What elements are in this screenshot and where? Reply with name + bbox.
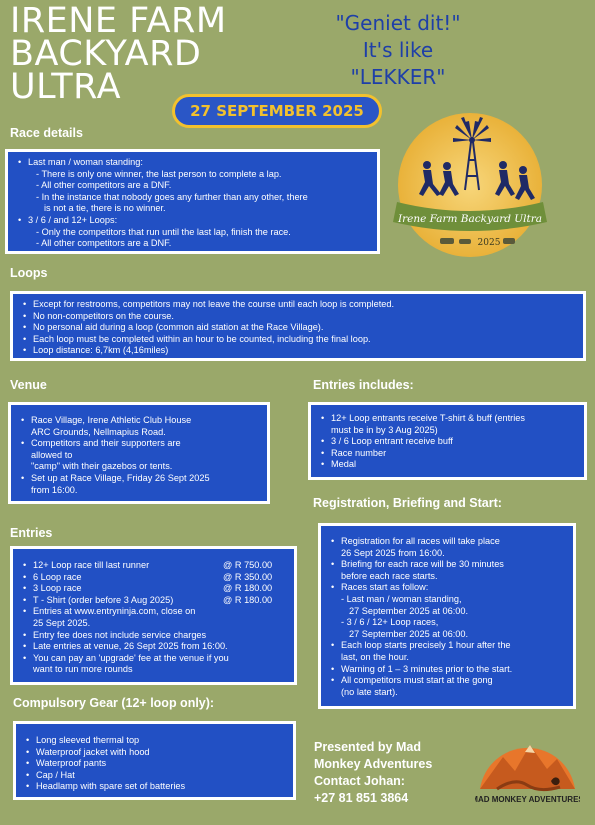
list-item: • No non-competitors on the course. <box>23 311 577 323</box>
presented-line: Presented by Mad <box>314 740 421 754</box>
price-row <box>23 583 288 595</box>
list-item: • No personal aid during a loop (common aid station at the Race Village). <box>23 322 577 334</box>
list-item: • Late entries at venue, 26 Sept 2025 from 16:00. <box>23 641 288 653</box>
list-item: • Warning of 1 – 3 minutes prior to the start. <box>331 664 567 676</box>
loops-heading: Loops <box>10 266 48 280</box>
list-item: before each race starts. <box>341 570 438 581</box>
price-value: @ R 180.00 <box>223 594 273 605</box>
loops-box <box>10 291 586 361</box>
list-item: • You can pay an 'upgrade' fee at the venue if you <box>23 653 288 665</box>
race-details-box <box>5 149 380 254</box>
list-item: last, on the hour. <box>341 651 409 662</box>
quote-line: "LEKKER" <box>350 65 446 89</box>
list-item: - All other competitors are a DNF. <box>36 180 172 191</box>
list-item: • Entries at www.entryninja.com, close on <box>23 606 288 618</box>
venue-box <box>8 402 270 504</box>
event-date-badge: 27 SEPTEMBER 2025 <box>172 94 382 128</box>
price-label: • T - Shirt (order before 3 Aug 2025) <box>33 594 174 605</box>
price-row <box>23 560 288 572</box>
list-item: • Except for restrooms, competitors may not leave the course until each loop is completed. <box>23 299 577 311</box>
tagline-quote <box>318 10 478 91</box>
list-item: • Each loop must be completed within an hour to be counted, including the final loop. <box>23 334 577 346</box>
entries-includes-box <box>308 402 587 480</box>
list-item: • Race Village, Irene Athletic Club House <box>21 415 261 427</box>
list-item: • Briefing for each race will be 30 minutes <box>331 559 567 571</box>
list-item: • 12+ Loop entrants receive T-shirt & buff (entries <box>321 413 578 425</box>
list-item: ARC Grounds, Nellmapius Road. <box>31 426 166 437</box>
list-item: • Entry fee does not include service charges <box>23 630 288 642</box>
list-item: • Medal <box>321 459 578 471</box>
list-item: • Long sleeved thermal top <box>26 735 287 747</box>
price-row <box>23 572 288 584</box>
list-item: • Cap / Hat <box>26 770 287 782</box>
price-value: @ R 180.00 <box>223 583 273 594</box>
price-value: @ R 350.00 <box>223 571 273 582</box>
list-item: from 16:00. <box>31 484 78 495</box>
entries-heading: Entries <box>10 526 53 540</box>
price-label: • 6 Loop race <box>33 571 82 582</box>
presented-line: Contact Johan: <box>314 774 405 788</box>
price-row <box>23 595 288 607</box>
brand-name: MAD MONKEY ADVENTURES <box>475 795 580 804</box>
list-item: want to run more rounds <box>33 664 133 675</box>
windmill-runners-logo-icon <box>385 110 555 260</box>
list-item: • Registration for all races will take place <box>331 536 567 548</box>
list-item: - Only the competitors that run until the last lap, finish the race. <box>36 226 291 237</box>
registration-box <box>318 523 576 709</box>
price-value: @ R 750.00 <box>223 560 273 570</box>
list-item: 25 Sept 2025. <box>33 617 91 628</box>
list-item: • Last man / woman standing: <box>18 157 371 169</box>
list-item: • Waterproof pants <box>26 758 287 770</box>
list-item: - 3 / 6 / 12+ Loop races, <box>341 617 439 628</box>
venue-heading: Venue <box>10 378 47 392</box>
list-item: (no late start). <box>341 686 398 697</box>
list-item: • All competitors must start at the gong <box>331 675 567 687</box>
list-item: - All other competitors are a DNF. <box>36 238 172 249</box>
list-item: • 3 / 6 / and 12+ Loops: <box>18 215 371 227</box>
list-item: allowed to <box>31 449 73 460</box>
gear-box <box>13 721 296 800</box>
list-item: • Headlamp with spare set of batteries <box>26 781 287 793</box>
entries-box <box>10 546 297 685</box>
presented-line: Monkey Adventures <box>314 757 433 771</box>
page-title <box>10 1 227 107</box>
list-item: • Competitors and their supporters are <box>21 438 261 450</box>
race-details-heading: Race details <box>10 126 83 140</box>
list-item: • Race number <box>321 448 578 460</box>
list-item: 27 September 2025 at 06:00. <box>349 605 469 616</box>
logo-year: 2025 <box>477 238 501 248</box>
mountain-monkey-logo-icon <box>475 727 580 807</box>
quote-line: "Geniet dit!" <box>335 11 461 35</box>
list-item: • Loop distance: 6,7km (4,16miles) <box>23 345 577 357</box>
title-line: BACKYARD <box>10 34 202 74</box>
list-item: - There is only one winner, the last person to complete a lap. <box>36 168 282 179</box>
list-item: • Races start as follow: <box>331 582 567 594</box>
list-item: "camp" with their gazebos or tents. <box>31 461 173 472</box>
title-line: ULTRA <box>10 67 122 107</box>
list-item: • Set up at Race Village, Friday 26 Sept 2025 <box>21 473 261 485</box>
registration-heading: Registration, Briefing and Start: <box>313 496 502 510</box>
list-item: - In the instance that nobody goes any further than any other, there <box>36 191 308 202</box>
logo-banner-text: Irene Farm Backyard Ultra <box>397 213 543 225</box>
list-item: must be in by 3 Aug 2025) <box>331 424 438 435</box>
title-line: IRENE FARM <box>10 1 227 41</box>
entries-includes-heading: Entries includes: <box>313 378 414 392</box>
gear-heading: Compulsory Gear (12+ loop only): <box>13 696 215 710</box>
list-item: 26 Sept 2025 from 16:00. <box>341 547 445 558</box>
list-item: 27 September 2025 at 06:00. <box>349 628 469 639</box>
contact-phone: +27 81 851 3864 <box>314 791 409 805</box>
list-item: • Each loop starts precisely 1 hour after the <box>331 640 567 652</box>
list-item: - Last man / woman standing, <box>341 593 462 604</box>
list-item: is not a tie, there is no winner. <box>44 203 166 214</box>
quote-line: It's like <box>362 38 434 62</box>
price-label: • 3 Loop race <box>33 583 82 594</box>
list-item: • Waterproof jacket with hood <box>26 747 287 759</box>
presented-by-contact <box>314 739 432 807</box>
price-label: • 12+ Loop race till last runner <box>33 560 150 570</box>
list-item: • 3 / 6 Loop entrant receive buff <box>321 436 578 448</box>
